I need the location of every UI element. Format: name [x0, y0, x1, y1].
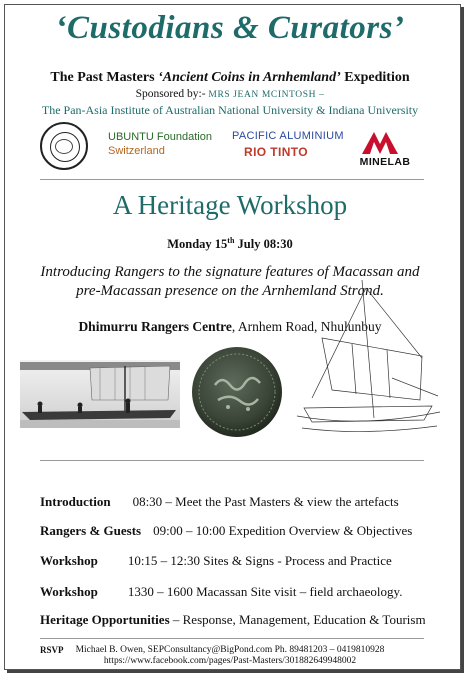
sponsor-line	[0, 88, 460, 100]
divider-bottom	[40, 638, 424, 639]
poster-title: ‘Custodians & Curators’	[55, 10, 405, 46]
schedule-label: Rangers & Guests	[40, 523, 142, 538]
ancient-coin-image	[190, 345, 284, 439]
schedule-item	[40, 553, 392, 569]
schedule-item	[40, 494, 399, 510]
schedule-text: – Response, Management, Education & Tourism	[169, 612, 426, 627]
schedule-text: 08:30 – Meet the Past Masters & view the artefacts	[132, 494, 399, 509]
divider-middle	[40, 460, 424, 461]
ubuntu-line1: UBUNTU Foundation	[108, 131, 212, 143]
date-suffix-sup: th	[227, 236, 235, 245]
workshop-heading: A Heritage Workshop	[112, 190, 348, 220]
schedule-text: 1330 – 1600 Macassan Site visit – field archaeology.	[127, 584, 403, 599]
pacific-line1: PACIFIC ALUMINIUM	[232, 130, 344, 142]
expedition-suffix: Expedition	[340, 70, 410, 85]
canoe-photo	[20, 360, 180, 428]
date-prefix: Monday 15	[167, 237, 228, 252]
divider-top	[40, 179, 424, 180]
event-date	[0, 236, 460, 252]
schedule-item	[40, 612, 426, 628]
schedule-label: Heritage Opportunities	[40, 612, 170, 627]
facebook-url: https://www.facebook.com/pages/Past-Masters/301882649948002	[103, 656, 357, 666]
schedule-label: Workshop	[40, 553, 98, 568]
minelab-logo	[350, 128, 420, 168]
schedule-item	[40, 584, 402, 600]
geographic-society-seal-logo	[40, 122, 88, 170]
minelab-label: MINELAB	[359, 156, 411, 168]
event-intro: Introducing Rangers to the signature features of Macassan and pre-Macassan presence on the Arnhemland Strand.	[40, 264, 420, 299]
location-address: , Arnhem Road, Nhulunbuy	[231, 319, 382, 334]
schedule-text: 09:00 – 10:00 Expedition Overview & Objectives	[153, 523, 413, 538]
schedule-label: Workshop	[40, 584, 98, 599]
expedition-line	[0, 70, 460, 86]
date-time: July 08:30	[234, 237, 293, 252]
contact-line: Michael B. Owen, SEPConsultancy@BigPond.com Ph. 89481203 – 0419810928	[75, 645, 385, 655]
institute-line: The Pan-Asia Institute of Australian National University & Indiana University	[41, 103, 419, 117]
prau-sketch	[292, 278, 442, 438]
schedule-item	[40, 523, 412, 539]
schedule-text: 10:15 – 12:30 Sites & Signs - Process and Practice	[127, 553, 392, 568]
ubuntu-logo	[108, 130, 212, 158]
contact-block	[0, 645, 460, 667]
expedition-prefix: The Past Masters	[50, 70, 159, 85]
schedule-label: Introduction	[40, 494, 111, 509]
location-venue: Dhimurru Rangers Centre	[78, 319, 232, 334]
ubuntu-line2: Switzerland	[108, 145, 165, 157]
pacific-line2: RIO TINTO	[244, 145, 309, 159]
sponsored-label: Sponsored by:-	[135, 88, 206, 100]
pacific-aluminium-logo	[232, 128, 344, 160]
expedition-name: ‘Ancient Coins in Arnhemland’	[158, 70, 341, 85]
minelab-mark-icon	[350, 128, 420, 156]
sponsor-name: MRS JEAN MCINTOSH –	[208, 90, 325, 100]
rsvp-label: RSVP	[40, 645, 64, 655]
